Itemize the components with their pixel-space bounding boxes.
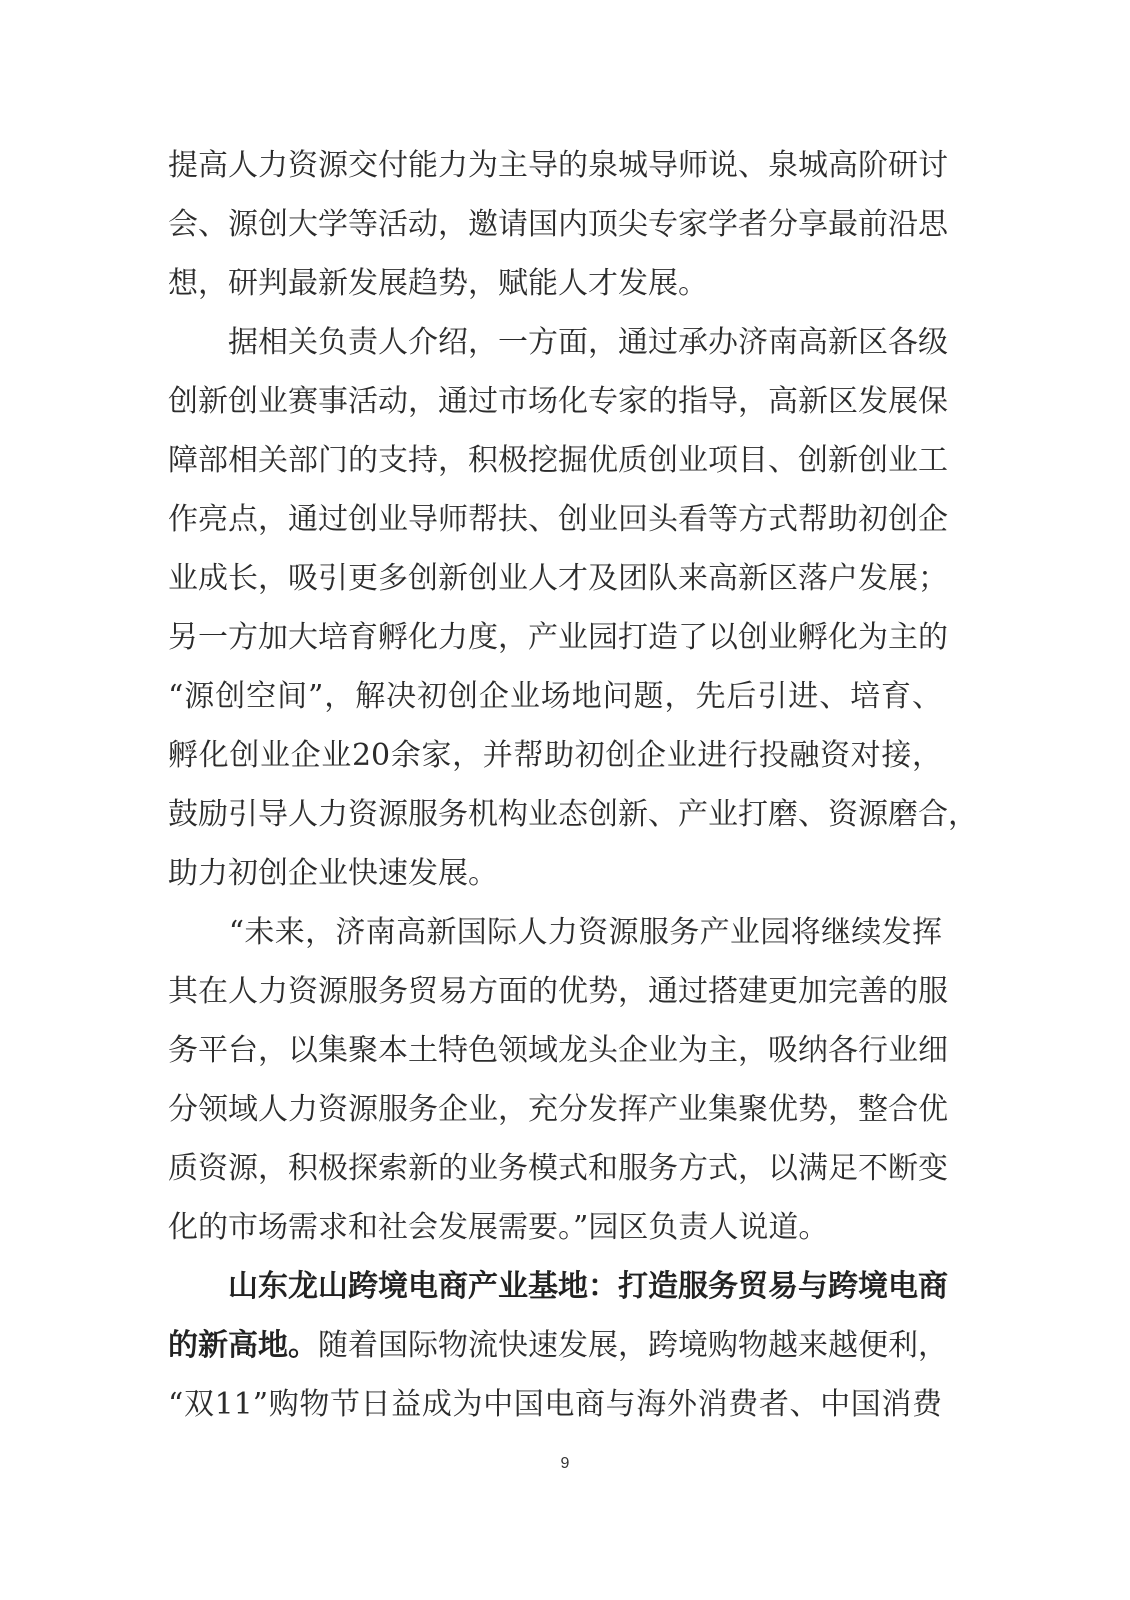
text-line: “源创空间”，解决初创企业场地问题，先后引进、培育、: [168, 679, 942, 714]
text-line: 会、源创大学等活动，邀请国内顶尖专家学者分享最前沿思: [168, 207, 948, 242]
text-line: 孵化创业企业20余家，并帮助初创企业进行投融资对接，: [168, 738, 942, 773]
text-line: 质资源，积极探索新的业务模式和服务方式，以满足不断变: [168, 1151, 948, 1186]
text-line: 化的市场需求和社会发展需要。”园区负责人说道。: [168, 1210, 829, 1245]
text-line: 作亮点，通过创业导师帮扶、创业回头看等方式帮助初创企: [168, 502, 948, 537]
body-text: [168, 136, 978, 1434]
text-line: “双11”购物节日益成为中国电商与海外消费者、中国消费: [168, 1387, 942, 1422]
text-line: 业成长，吸引更多创新创业人才及团队来高新区落户发展；: [168, 561, 948, 596]
text-line: 务平台，以集聚本土特色领域龙头企业为主，吸纳各行业细: [168, 1033, 948, 1068]
section-heading-end: 的新高地。: [168, 1328, 318, 1363]
text-line: 助力初创企业快速发展。: [168, 856, 498, 891]
page-number: 9: [560, 1455, 570, 1472]
text-line: 障部相关部门的支持，积极挖掘优质创业项目、创新创业工: [168, 443, 948, 478]
section-heading-line: 山东龙山跨境电商产业基地：打造服务贸易与跨境电商: [168, 1269, 948, 1304]
text-line: 创新创业赛事活动，通过市场化专家的指导，高新区发展保: [168, 384, 948, 419]
text-line: 另一方加大培育孵化力度，产业园打造了以创业孵化为主的: [168, 620, 948, 655]
text-line: 分领域人力资源服务企业，充分发挥产业集聚优势，整合优: [168, 1092, 948, 1127]
text-line: 想，研判最新发展趋势，赋能人才发展。: [168, 266, 708, 301]
text-line: 提高人力资源交付能力为主导的泉城导师说、泉城高阶研讨: [168, 148, 948, 183]
text-line-mixed: [168, 1316, 948, 1375]
text-line: 鼓励引导人力资源服务机构业态创新、产业打磨、资源磨合，: [168, 797, 978, 832]
text-line: 据相关负责人介绍，一方面，通过承办济南高新区各级: [168, 325, 948, 360]
text-line: “未来，济南高新国际人力资源服务产业园将继续发挥: [168, 915, 942, 950]
text-run: 随着国际物流快速发展，跨境购物越来越便利，: [318, 1328, 948, 1363]
text-line: 其在人力资源服务贸易方面的优势，通过搭建更加完善的服: [168, 974, 948, 1009]
